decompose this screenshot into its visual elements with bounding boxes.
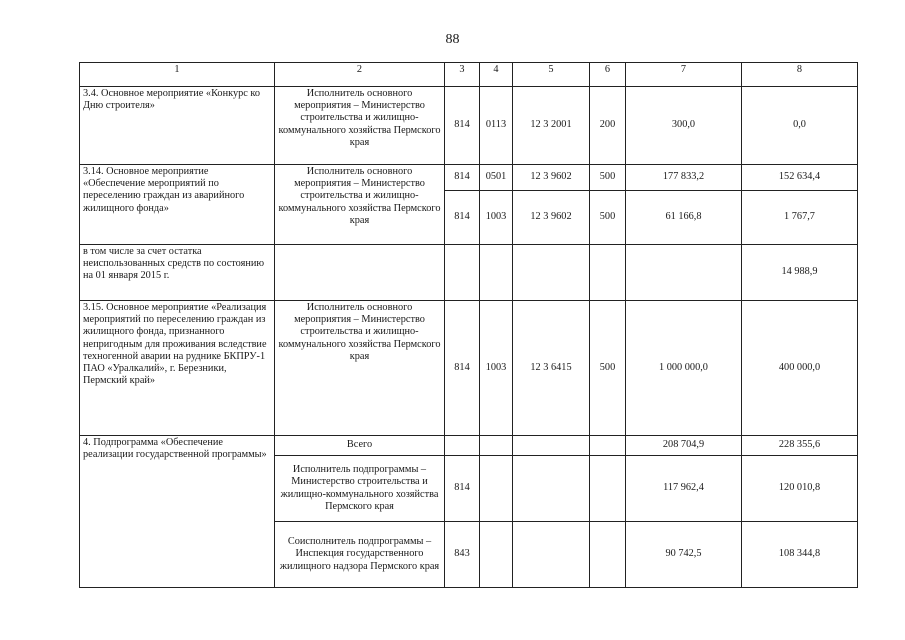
cell-c4: 0113 bbox=[480, 87, 513, 165]
row-name: в том числе за счет остатка неиспользованных средств по состоянию на 01 января 2015 г. bbox=[80, 245, 275, 301]
cell-c3: 843 bbox=[445, 522, 480, 588]
cell-c6: 500 bbox=[590, 165, 626, 191]
cell-c8: 228 355,6 bbox=[742, 436, 858, 456]
cell-c8: 108 344,8 bbox=[742, 522, 858, 588]
column-header: 6 bbox=[590, 63, 626, 87]
table-header-row bbox=[80, 63, 858, 87]
column-header: 1 bbox=[80, 63, 275, 87]
cell-c3: 814 bbox=[445, 456, 480, 522]
column-header: 4 bbox=[480, 63, 513, 87]
row-executor: Исполнитель основного мероприятия – Министерство строительства и жилищно-коммунального хозяйства Пермского края bbox=[275, 165, 445, 245]
cell-c3: 814 bbox=[445, 165, 480, 191]
cell-c5: 12 3 9602 bbox=[513, 191, 590, 245]
row-name: 3.4. Основное мероприятие «Конкурс ко Дню строителя» bbox=[80, 87, 275, 165]
column-header: 3 bbox=[445, 63, 480, 87]
cell-c4: 1003 bbox=[480, 191, 513, 245]
row-name: 3.14. Основное мероприятие «Обеспечение мероприятий по переселению граждан из аварийного жилищного фонда» bbox=[80, 165, 275, 245]
cell-c3: 814 bbox=[445, 191, 480, 245]
row-executor: Исполнитель основного мероприятия – Министерство строительства и жилищно-коммунального хозяйства Пермского края bbox=[275, 87, 445, 165]
cell-c7: 90 742,5 bbox=[626, 522, 742, 588]
table-row bbox=[80, 436, 858, 456]
cell-c7: 300,0 bbox=[626, 87, 742, 165]
budget-table bbox=[79, 62, 858, 588]
row-coexecutor: Соисполнитель подпрограммы – Инспекция государственного жилищного надзора Пермского края bbox=[275, 522, 445, 588]
row-executor: Исполнитель основного мероприятия – Министерство строительства и жилищно-коммунального хозяйства Пермского края bbox=[275, 301, 445, 436]
cell-c6: 200 bbox=[590, 87, 626, 165]
column-header: 2 bbox=[275, 63, 445, 87]
row-name: 4. Подпрограмма «Обеспечение реализации государственной программы» bbox=[80, 436, 275, 588]
table-row bbox=[80, 165, 858, 191]
cell-c8: 400 000,0 bbox=[742, 301, 858, 436]
column-header: 5 bbox=[513, 63, 590, 87]
row-name: 3.15. Основное мероприятие «Реализация мероприятий по переселению граждан из жилищного фонда, признанного непригодным для проживания вследствие техногенной аварии на руднике БКПРУ-1 ПАО «Уралкалий», г. Березники, Пермский край» bbox=[80, 301, 275, 436]
cell-c7: 117 962,4 bbox=[626, 456, 742, 522]
cell-c4: 1003 bbox=[480, 301, 513, 436]
cell-c8: 14 988,9 bbox=[742, 245, 858, 301]
page-number: 88 bbox=[445, 32, 460, 47]
cell-c8: 1 767,7 bbox=[742, 191, 858, 245]
column-header: 8 bbox=[742, 63, 858, 87]
cell-c5: 12 3 9602 bbox=[513, 165, 590, 191]
cell-c7: 61 166,8 bbox=[626, 191, 742, 245]
cell-c8: 152 634,4 bbox=[742, 165, 858, 191]
total-label: Всего bbox=[275, 436, 445, 456]
cell-c7: 177 833,2 bbox=[626, 165, 742, 191]
cell-c6: 500 bbox=[590, 191, 626, 245]
cell-c3: 814 bbox=[445, 301, 480, 436]
cell-c3: 814 bbox=[445, 87, 480, 165]
cell-c7: 208 704,9 bbox=[626, 436, 742, 456]
cell-c8: 120 010,8 bbox=[742, 456, 858, 522]
cell-c4: 0501 bbox=[480, 165, 513, 191]
table-row bbox=[80, 301, 858, 436]
cell-c7: 1 000 000,0 bbox=[626, 301, 742, 436]
cell-c8: 0,0 bbox=[742, 87, 858, 165]
cell-c5: 12 3 2001 bbox=[513, 87, 590, 165]
row-executor: Исполнитель подпрограммы – Министерство строительства и жилищно-коммунального хозяйства Пермского края bbox=[275, 456, 445, 522]
cell-c6: 500 bbox=[590, 301, 626, 436]
cell-c5: 12 3 6415 bbox=[513, 301, 590, 436]
table-row bbox=[80, 245, 858, 301]
column-header: 7 bbox=[626, 63, 742, 87]
table-row bbox=[80, 87, 858, 165]
